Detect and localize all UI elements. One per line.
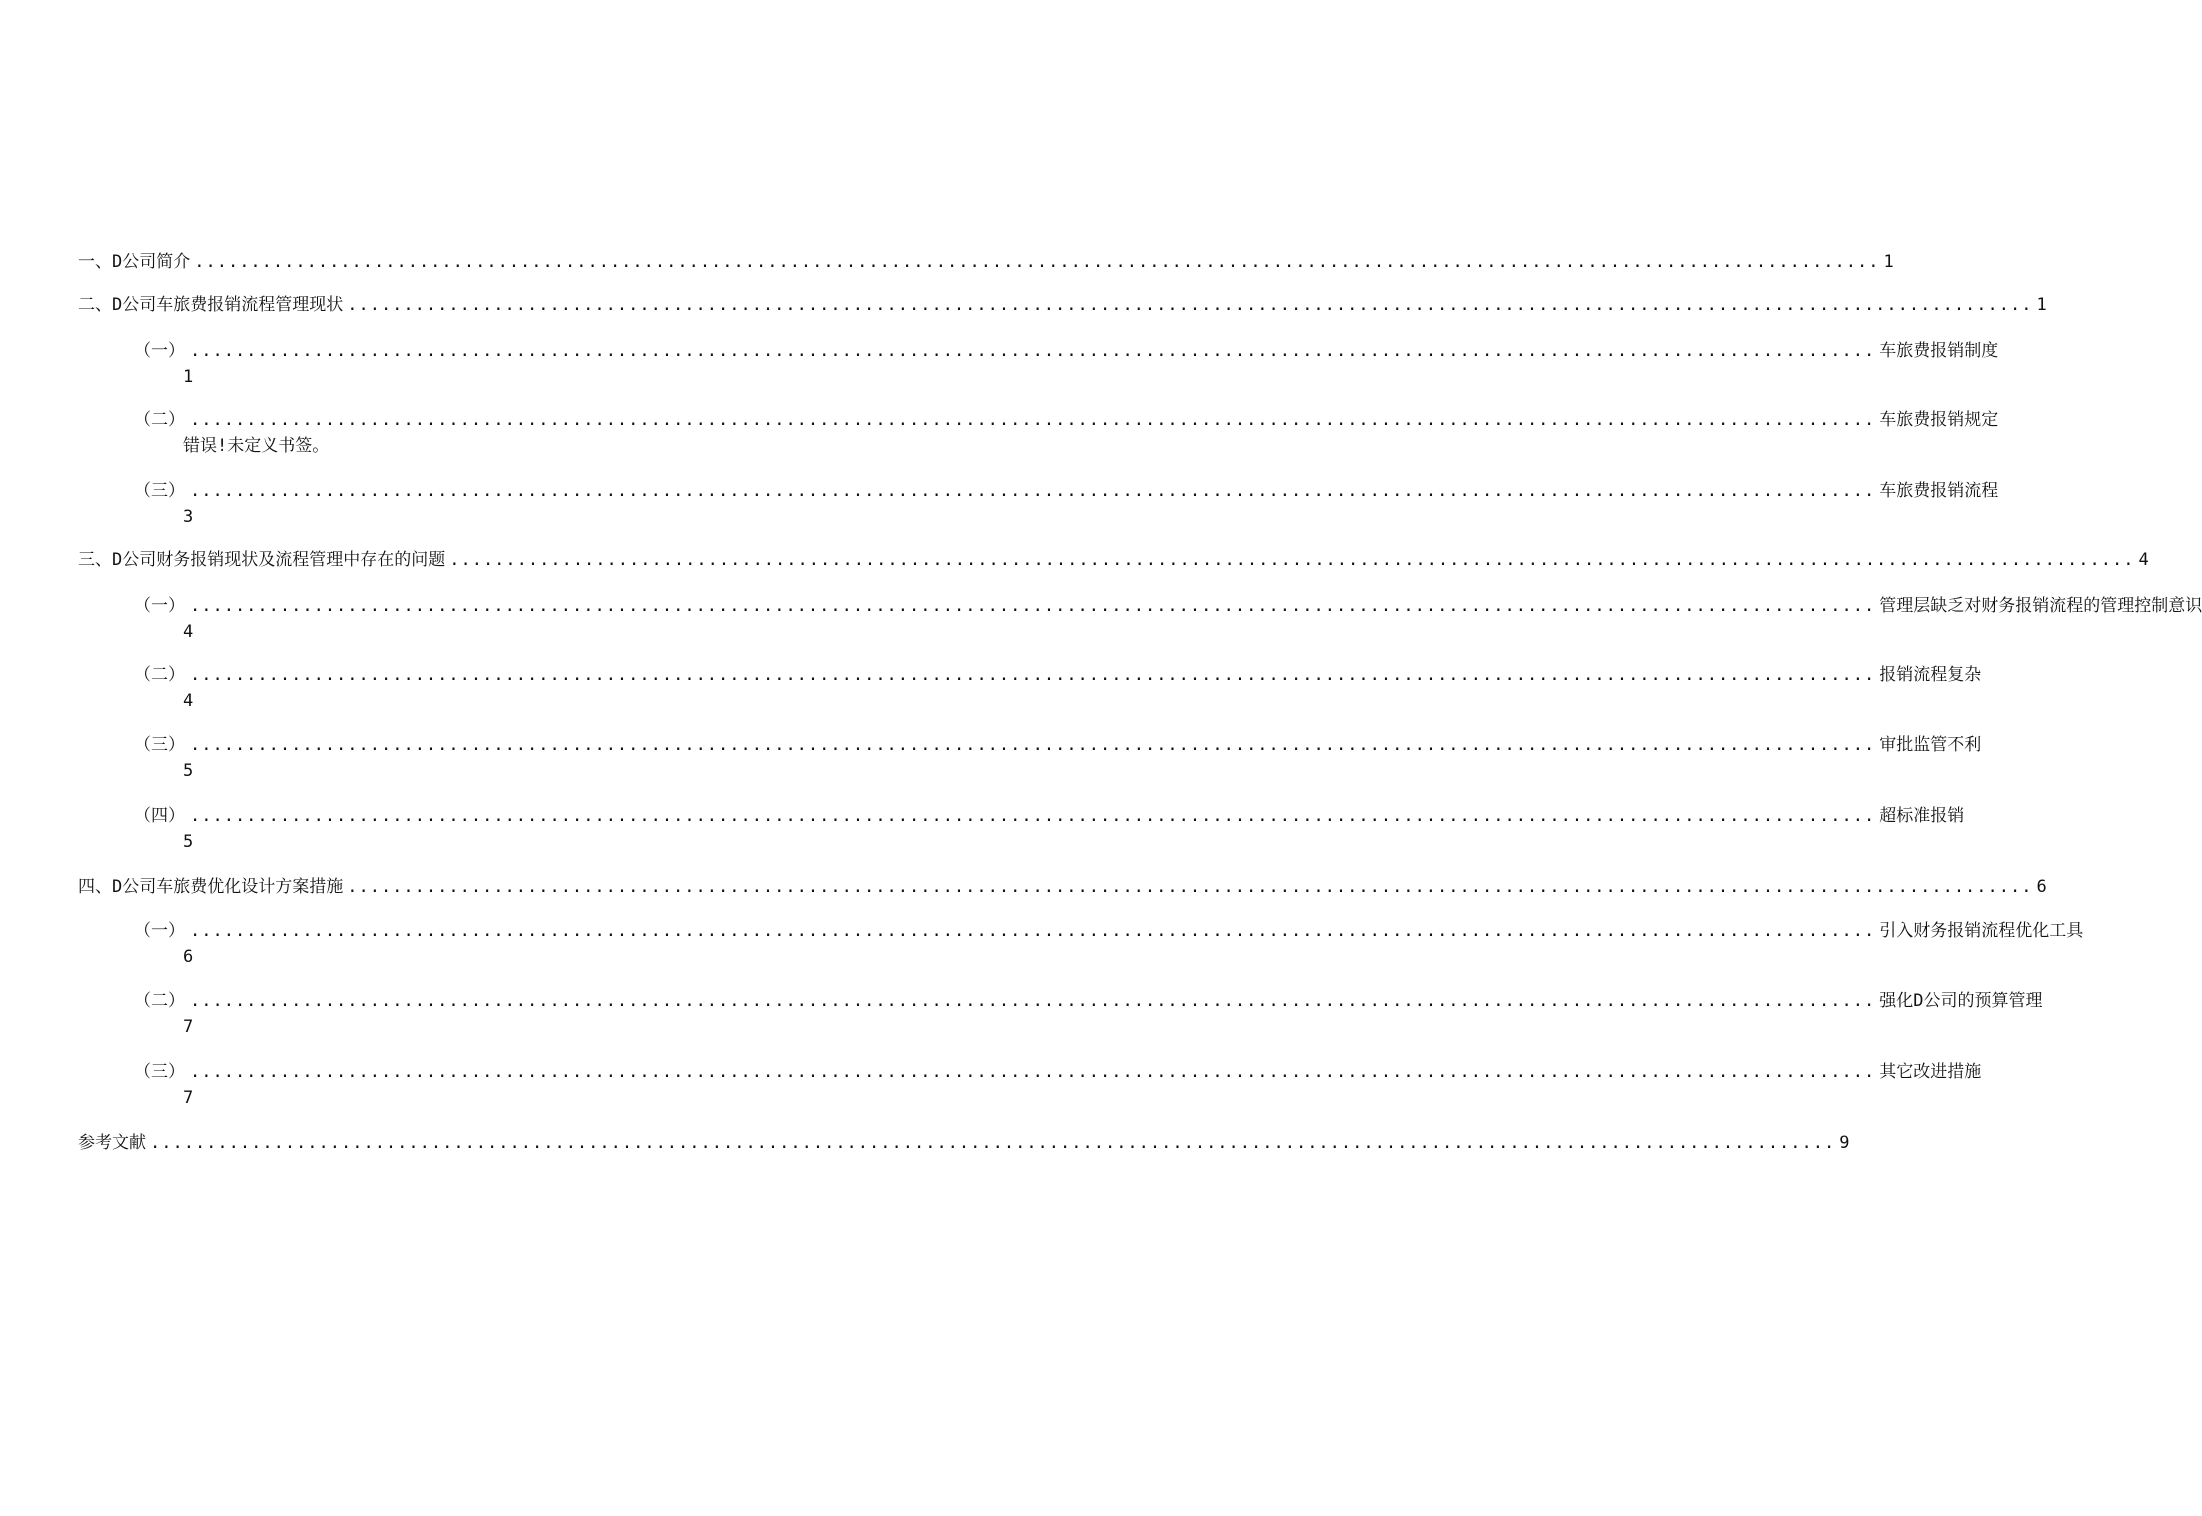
toc-dot-leader: ......................................................................................................................................................	[190, 341, 1876, 361]
toc-entry-number: （三）	[134, 481, 185, 501]
toc-page-number: 1	[183, 367, 194, 387]
toc-page-number: 6	[2036, 877, 2047, 897]
toc-dot-leader: ......................................................................................................................................................	[190, 665, 1876, 685]
toc-entry-2-1[interactable]	[134, 340, 1999, 362]
toc-page-error: 错误!未定义书签。	[183, 436, 330, 456]
toc-dot-leader: ......................................................................................................................................................	[150, 1133, 1836, 1153]
toc-dot-leader: ......................................................................................................................................................	[190, 921, 1876, 941]
toc-page-number: 4	[2138, 550, 2149, 570]
toc-page-number: 4	[183, 622, 194, 642]
toc-entry-3-1[interactable]	[134, 595, 2202, 617]
toc-dot-leader: ......................................................................................................................................................	[190, 1062, 1876, 1082]
toc-entry-2-3[interactable]	[134, 480, 1999, 502]
toc-entry-number: 三、	[78, 550, 112, 570]
toc-dot-leader: ......................................................................................................................................................	[190, 481, 1876, 501]
toc-entry-title: 车旅费报销流程	[1879, 481, 1999, 501]
toc-page-number: 5	[183, 761, 194, 781]
toc-page-number: 3	[183, 507, 194, 527]
toc-entry-number: （一）	[134, 921, 185, 941]
toc-entry-number: （二）	[134, 991, 185, 1011]
toc-page-number: 9	[1839, 1133, 1850, 1153]
toc-entry-2-2[interactable]	[134, 409, 1999, 431]
toc-entry-number: （四）	[134, 806, 185, 826]
toc-entry-4-1[interactable]	[134, 920, 2084, 942]
toc-dot-leader: ......................................................................................................................................................	[347, 877, 2033, 897]
toc-page-number: 4	[183, 691, 194, 711]
toc-entry-number: （二）	[134, 410, 185, 430]
toc-entry-section-1[interactable]	[78, 251, 1894, 273]
toc-dot-leader: ......................................................................................................................................................	[194, 252, 1880, 272]
toc-dot-leader: ......................................................................................................................................................	[190, 410, 1876, 430]
toc-entry-title: 报销流程复杂	[1879, 665, 1982, 685]
toc-entry-4-3[interactable]	[134, 1061, 1982, 1083]
toc-entry-4-2[interactable]	[134, 990, 2043, 1012]
toc-entry-title: 车旅费报销制度	[1879, 341, 1999, 361]
toc-entry-title: 强化D公司的预算管理	[1879, 991, 2043, 1011]
toc-page-number: 7	[183, 1088, 194, 1108]
toc-page-number: 1	[1883, 252, 1894, 272]
toc-page-number: 7	[183, 1017, 194, 1037]
toc-entry-title: 车旅费报销规定	[1879, 410, 1999, 430]
toc-page-number: 6	[183, 947, 194, 967]
toc-entry-number: （一）	[134, 596, 185, 616]
toc-entry-title: D公司简介	[112, 252, 191, 272]
toc-entry-number: （三）	[134, 1062, 185, 1082]
toc-entry-section-2[interactable]	[78, 294, 2047, 316]
toc-entry-title: D公司车旅费报销流程管理现状	[112, 295, 344, 315]
toc-entry-number: （三）	[134, 735, 185, 755]
toc-entry-section-3[interactable]	[78, 549, 2149, 571]
toc-entry-title: 审批监管不利	[1879, 735, 1982, 755]
toc-entry-number: 一、	[78, 252, 112, 272]
toc-dot-leader: ......................................................................................................................................................	[449, 550, 2135, 570]
toc-dot-leader: ......................................................................................................................................................	[190, 596, 1876, 616]
toc-entry-3-3[interactable]	[134, 734, 1982, 756]
toc-entry-title: D公司财务报销现状及流程管理中存在的问题	[112, 550, 446, 570]
toc-entry-number: （一）	[134, 341, 185, 361]
toc-entry-title: D公司车旅费优化设计方案措施	[112, 877, 344, 897]
toc-entry-number: 二、	[78, 295, 112, 315]
toc-entry-title: 引入财务报销流程优化工具	[1879, 921, 2084, 941]
toc-entry-title: 其它改进措施	[1879, 1062, 1982, 1082]
toc-entry-title: 超标准报销	[1879, 806, 1965, 826]
toc-dot-leader: ......................................................................................................................................................	[190, 735, 1876, 755]
toc-entry-number: （二）	[134, 665, 185, 685]
toc-entry-section-4[interactable]	[78, 876, 2047, 898]
toc-dot-leader: ......................................................................................................................................................	[190, 806, 1876, 826]
toc-page-number: 1	[2036, 295, 2047, 315]
toc-entry-title: 管理层缺乏对财务报销流程的管理控制意识	[1879, 596, 2202, 616]
toc-entry-3-2[interactable]	[134, 664, 1982, 686]
toc-page-number: 5	[183, 832, 194, 852]
toc-entry-number: 四、	[78, 877, 112, 897]
toc-entry-references[interactable]	[78, 1132, 1850, 1154]
toc-dot-leader: ......................................................................................................................................................	[190, 991, 1876, 1011]
toc-entry-3-4[interactable]	[134, 805, 1965, 827]
toc-dot-leader: ......................................................................................................................................................	[347, 295, 2033, 315]
toc-entry-title: 参考文献	[78, 1133, 146, 1153]
